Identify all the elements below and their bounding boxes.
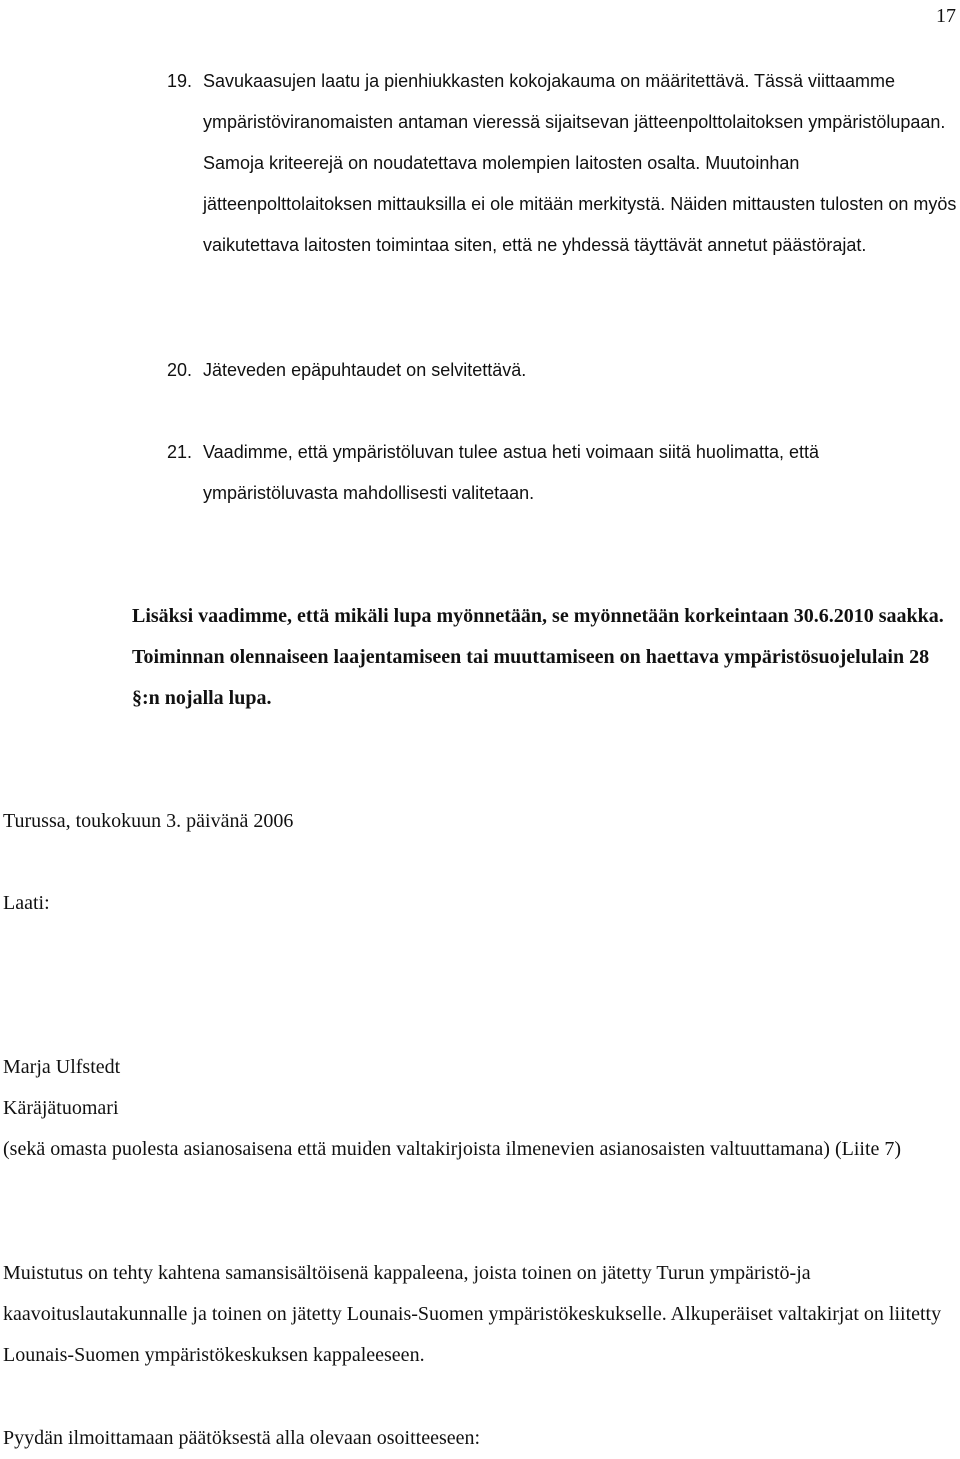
list-item <box>167 350 957 391</box>
list-item-number: 19. <box>167 71 193 91</box>
signer-note: (sekä omasta puolesta asianosaisena että muiden valtakirjoista ilmenevien asianosaisten valtuuttamana) (Liite 7) <box>3 1138 902 1160</box>
prepared-by-label: Laati: <box>3 892 50 914</box>
copies-note-paragraph: Muistutus on tehty kahtena samansisältöisenä kappaleena, joista toinen on jätetty Turun ympäristö-ja kaavoituslautakunnalle ja toinen on jätetty Lounais-Suomen ympäristökeskukselle. Alkuperäiset valtakirjat on liitetty Lounais-Suomen ympäristökeskuksen kappaleeseen. <box>3 1262 942 1366</box>
list-item-number: 20. <box>167 360 193 380</box>
list-item <box>167 61 957 266</box>
page-number: 17 <box>936 5 956 27</box>
place-date-line: Turussa, toukokuun 3. päivänä 2006 <box>3 810 294 832</box>
list-item <box>167 432 957 514</box>
list-item-text: Jäteveden epäpuhtaudet on selvitettävä. <box>203 360 527 380</box>
validity-requirement-paragraph: Lisäksi vaadimme, että mikäli lupa myönnetään, se myönnetään korkeintaan 30.6.2010 saakka. Toiminnan olennaiseen laajentamiseen tai muuttamiseen on haettava ympäristösuojelulain 28 §:n nojalla lupa. <box>132 605 944 709</box>
closing-request: Pyydän ilmoittamaan päätöksestä alla olevaan osoitteeseen: <box>3 1427 481 1449</box>
list-item-number: 21. <box>167 442 193 462</box>
signer-title: Käräjätuomari <box>3 1097 119 1119</box>
signer-name: Marja Ulfstedt <box>3 1056 121 1078</box>
list-item-text: Vaadimme, että ympäristöluvan tulee astua heti voimaan siitä huolimatta, että ympäristöluvasta mahdollisesti valitetaan. <box>203 442 819 503</box>
list-item-text: Savukaasujen laatu ja pienhiukkasten kokojakauma on määritettävä. Tässä viittaamme ympäristöviranomaisten antaman vieressä sijaitsevan jätteenpolttolaitoksen ympäristölupaan. Samoja kriteerejä on noudatettava molempien laitosten osalta. Muutoinhan jätteenpolttolaitoksen mittauksilla ei ole mitään merkitystä. Näiden mittausten tulosten on myös vaikutettava laitosten toimintaa siten, että ne yhdessä täyttävät annetut päästörajat. <box>203 71 957 255</box>
